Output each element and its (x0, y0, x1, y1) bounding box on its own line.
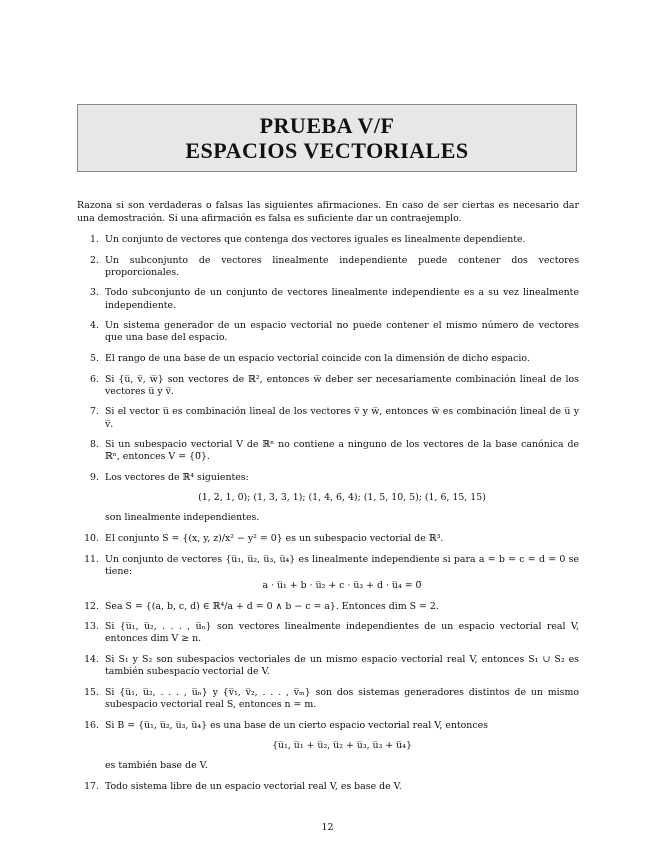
item-number: 4. (90, 320, 99, 332)
item-after-text: son linealmente independientes. (105, 512, 260, 524)
item-number: 14. (84, 653, 99, 665)
item-formula: {u̅₁, u̅₁ + u̅₂, u̅₂ + u̅₃, u̅₃ + u̅₄} (272, 739, 412, 751)
title-line-2: ESPACIOS VECTORIALES (185, 138, 469, 163)
statement-list (77, 234, 579, 801)
item-number: 2. (90, 254, 99, 266)
item-text: Un subconjunto de vectores linealmente independiente puede contener dos vectores proporcionales. (105, 254, 579, 278)
item-text: Si {u̅₁, u̅₂, . . . , u̅ₙ} y {v̅₁, v̅₂, . . . , v̅ₘ} son dos sistemas generadores distintos de un mismo subespacio vectorial real S, entonces n = m. (105, 686, 579, 710)
list-item (77, 287, 579, 311)
list-item (77, 720, 579, 773)
list-item (77, 781, 579, 793)
item-number: 1. (90, 234, 99, 245)
item-text: Si el vector u̅ es combinación lineal de los vectores v̅ y w̅, entonces w̅ es combinación lineal de u̅ y v̅. (105, 406, 579, 430)
item-text: Si {u̅, v̅, w̅} son vectores de ℝ², entonces w̅ deber ser necesariamente combinación lineal de los vectores u̅ y v̅. (105, 373, 579, 397)
item-text: Todo subconjunto de un conjunto de vectores linealmente independiente es a su vez linealmente independiente. (105, 287, 579, 311)
item-number: 11. (84, 553, 99, 565)
list-item (77, 374, 579, 398)
item-text: Los vectores de ℝ⁴ siguientes: (105, 471, 249, 483)
item-formula: (1, 2, 1, 0); (1, 3, 3, 1); (1, 4, 6, 4); (1, 5, 10, 5); (1, 6, 15, 15) (198, 492, 486, 504)
list-item (77, 234, 579, 246)
list-item (77, 406, 579, 430)
item-text: Todo sistema libre de un espacio vectorial real V, es base de V. (105, 780, 402, 792)
item-number: 7. (90, 406, 99, 418)
item-number: 13. (84, 621, 99, 633)
list-item (77, 601, 579, 613)
item-formula: a · u̅₁ + b · u̅₂ + c · u̅₃ + d · u̅₄ = 0̅ (262, 579, 422, 591)
list-item (77, 353, 579, 365)
item-text: El conjunto S = {(x, y, z)/x² − y² = 0} es un subespacio vectorial de ℝ³. (105, 532, 444, 544)
item-text: Un sistema generador de un espacio vectorial no puede contener el mismo número de vectores que una base del espacio. (105, 320, 579, 344)
item-number: 10. (84, 532, 99, 544)
list-item (77, 621, 579, 645)
title-box (77, 104, 577, 172)
intro-paragraph: Razona si son verdaderas o falsas las siguientes afirmaciones. En caso de ser ciertas es necesario dar una demostración. Si una afirmación es falsa es suficiente dar un contraejemplo. (77, 200, 579, 224)
item-text: Un conjunto de vectores {u̅₁, u̅₂, u̅₃, u̅₄} es linealmente independiente si para a = b = c = d = 0 se tiene: (105, 553, 579, 577)
list-item (77, 320, 579, 344)
title-line-1: PRUEBA V/F (259, 113, 395, 138)
item-number: 12. (84, 600, 99, 612)
list-item (77, 654, 579, 678)
item-number: 17. (84, 780, 99, 792)
list-item (77, 472, 579, 525)
item-number: 9. (90, 471, 99, 483)
item-text: Sea S = {(a, b, c, d) ∈ ℝ⁴/a + d = 0 ∧ b − c = a}. Entonces dim S = 2. (105, 600, 439, 612)
item-text: Si B = {u̅₁, u̅₂, u̅₃, u̅₄} es una base de un cierto espacio vectorial real V, entonces (105, 719, 488, 731)
list-item (77, 439, 579, 463)
item-number: 15. (84, 686, 99, 698)
item-text: Si {u̅₁, u̅₂, . . . , u̅ₙ} son vectores linealmente independientes de un espacio vectorial real V, entonces dim V ≥ n. (105, 621, 579, 645)
page-number: 12 (321, 822, 334, 833)
item-number: 16. (84, 719, 99, 731)
list-item (77, 255, 579, 279)
list-item (77, 687, 579, 711)
list-item (77, 554, 579, 593)
item-number: 5. (90, 352, 99, 364)
item-number: 3. (90, 287, 99, 299)
item-number: 8. (90, 439, 99, 451)
item-after-text: es también base de V. (105, 759, 208, 771)
list-item (77, 533, 579, 545)
item-text: Si S₁ y S₂ son subespacios vectoriales de un mismo espacio vectorial real V, entonces S₁ ∪ S₂ es también subespacio vectorial de V. (105, 653, 579, 678)
item-text: El rango de una base de un espacio vectorial coincide con la dimensión de dicho espacio. (105, 352, 530, 364)
item-number: 6. (90, 373, 99, 385)
item-text: Un conjunto de vectores que contenga dos vectores iguales es linealmente dependiente. (105, 234, 526, 245)
item-text: Si un subespacio vectorial V de ℝⁿ no contiene a ninguno de los vectores de la base canónica de ℝⁿ, entonces V = {0̅}. (105, 439, 579, 463)
